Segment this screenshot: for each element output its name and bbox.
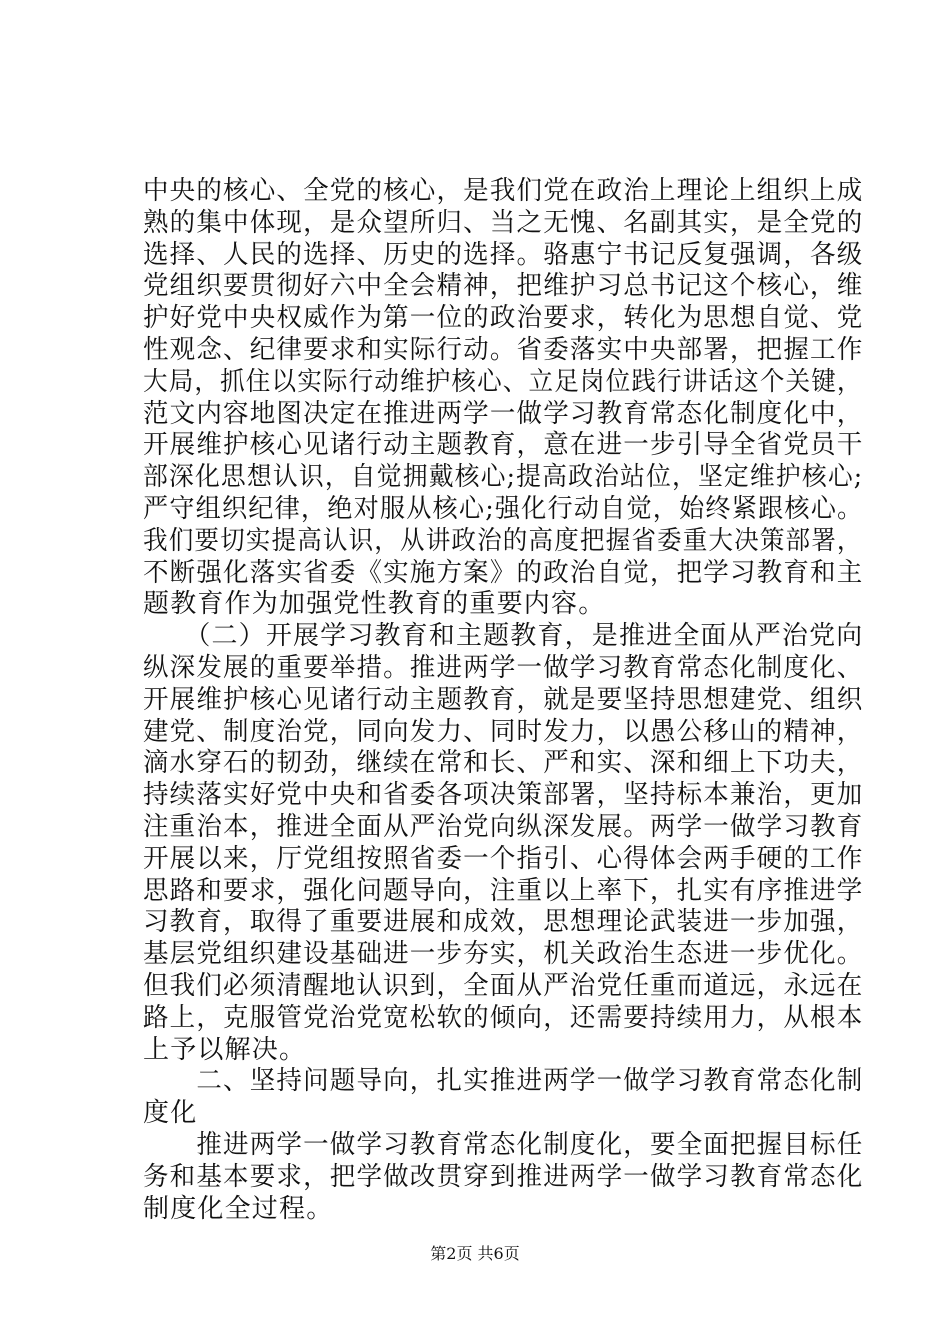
text-line: 思路和要求，强化问题导向，注重以上率下，扎实有序推进学 [143, 875, 864, 906]
text-line: 制度化全过程。 [143, 1193, 334, 1224]
text-line: 二、坚持问题导向，扎实推进两学一做学习教育常态化制 [143, 1066, 864, 1097]
text-line: 开展以来，厅党组按照省委一个指引、心得体会两手硬的工作 [143, 843, 864, 874]
page-number: 第2页 共6页 [430, 1244, 520, 1263]
text-line: 中央的核心、全党的核心，是我们党在政治上理论上组织上成 [143, 176, 864, 206]
text-line: 上予以解决。 [143, 1034, 307, 1065]
text-line: 路上，克服管党治党宽松软的倾向，还需要持续用力，从根本 [143, 1002, 864, 1033]
text-line: 范文内容地图决定在推进两学一做学习教育常态化制度化中， [143, 398, 864, 429]
text-line: 持续落实好党中央和省委各项决策部署，坚持标本兼治，更加 [143, 780, 864, 811]
text-line: 熟的集中体现，是众望所归、当之无愧、名副其实，是全党的 [143, 207, 864, 238]
text-line: 习教育，取得了重要进展和成效，思想理论武装进一步加强， [143, 907, 864, 938]
text-line: 严守组织纪律，绝对服从核心;强化行动自觉，始终紧跟核心。 [143, 493, 864, 524]
text-line: 选择、人民的选择、历史的选择。骆惠宁书记反复强调，各级 [143, 239, 864, 270]
text-line: 基层党组织建设基础进一步夯实，机关政治生态进一步优化。 [143, 939, 864, 970]
text-line: 滴水穿石的韧劲，继续在常和长、严和实、深和细上下功夫， [143, 748, 864, 779]
text-line: 题教育作为加强党性教育的重要内容。 [143, 589, 606, 620]
text-line: 我们要切实提高认识，从讲政治的高度把握省委重大决策部署， [143, 525, 863, 556]
text-line: 护好党中央权威作为第一位的政治要求，转化为思想自觉、党 [143, 303, 864, 334]
text-line: （二）开展学习教育和主题教育，是推进全面从严治党向 [143, 621, 864, 652]
text-line: 开展维护核心见诸行动主题教育，意在进一步引导全省党员干 [143, 430, 864, 461]
text-line: 务和基本要求，把学做改贯穿到推进两学一做学习教育常态化 [143, 1161, 864, 1192]
text-line: 性观念、纪律要求和实际行动。省委落实中央部署，把握工作 [143, 334, 864, 365]
text-line: 纵深发展的重要举措。推进两学一做学习教育常态化制度化、 [143, 652, 864, 683]
text-line: 度化 [143, 1098, 198, 1129]
text-line: 但我们必须清醒地认识到，全面从严治党任重而道远，永远在 [143, 970, 864, 1001]
document-body [143, 176, 864, 1225]
text-line: 大局，抓住以实际行动维护核心、立足岗位践行讲话这个关键， [143, 366, 863, 397]
text-line: 开展维护核心见诸行动主题教育，就是要坚持思想建党、组织 [143, 684, 864, 715]
text-line: 部深化思想认识，自觉拥戴核心;提高政治站位，坚定维护核心; [143, 462, 864, 493]
text-line: 建党、制度治党，同向发力、同时发力，以愚公移山的精神， [143, 716, 864, 747]
page-footer [0, 1244, 950, 1264]
text-line: 推进两学一做学习教育常态化制度化，要全面把握目标任 [143, 1129, 864, 1160]
text-line: 不断强化落实省委《实施方案》的政治自觉，把学习教育和主 [143, 557, 864, 588]
text-line: 注重治本，推进全面从严治党向纵深发展。两学一做学习教育 [143, 811, 864, 842]
text-line: 党组织要贯彻好六中全会精神，把维护习总书记这个核心，维 [143, 271, 864, 302]
